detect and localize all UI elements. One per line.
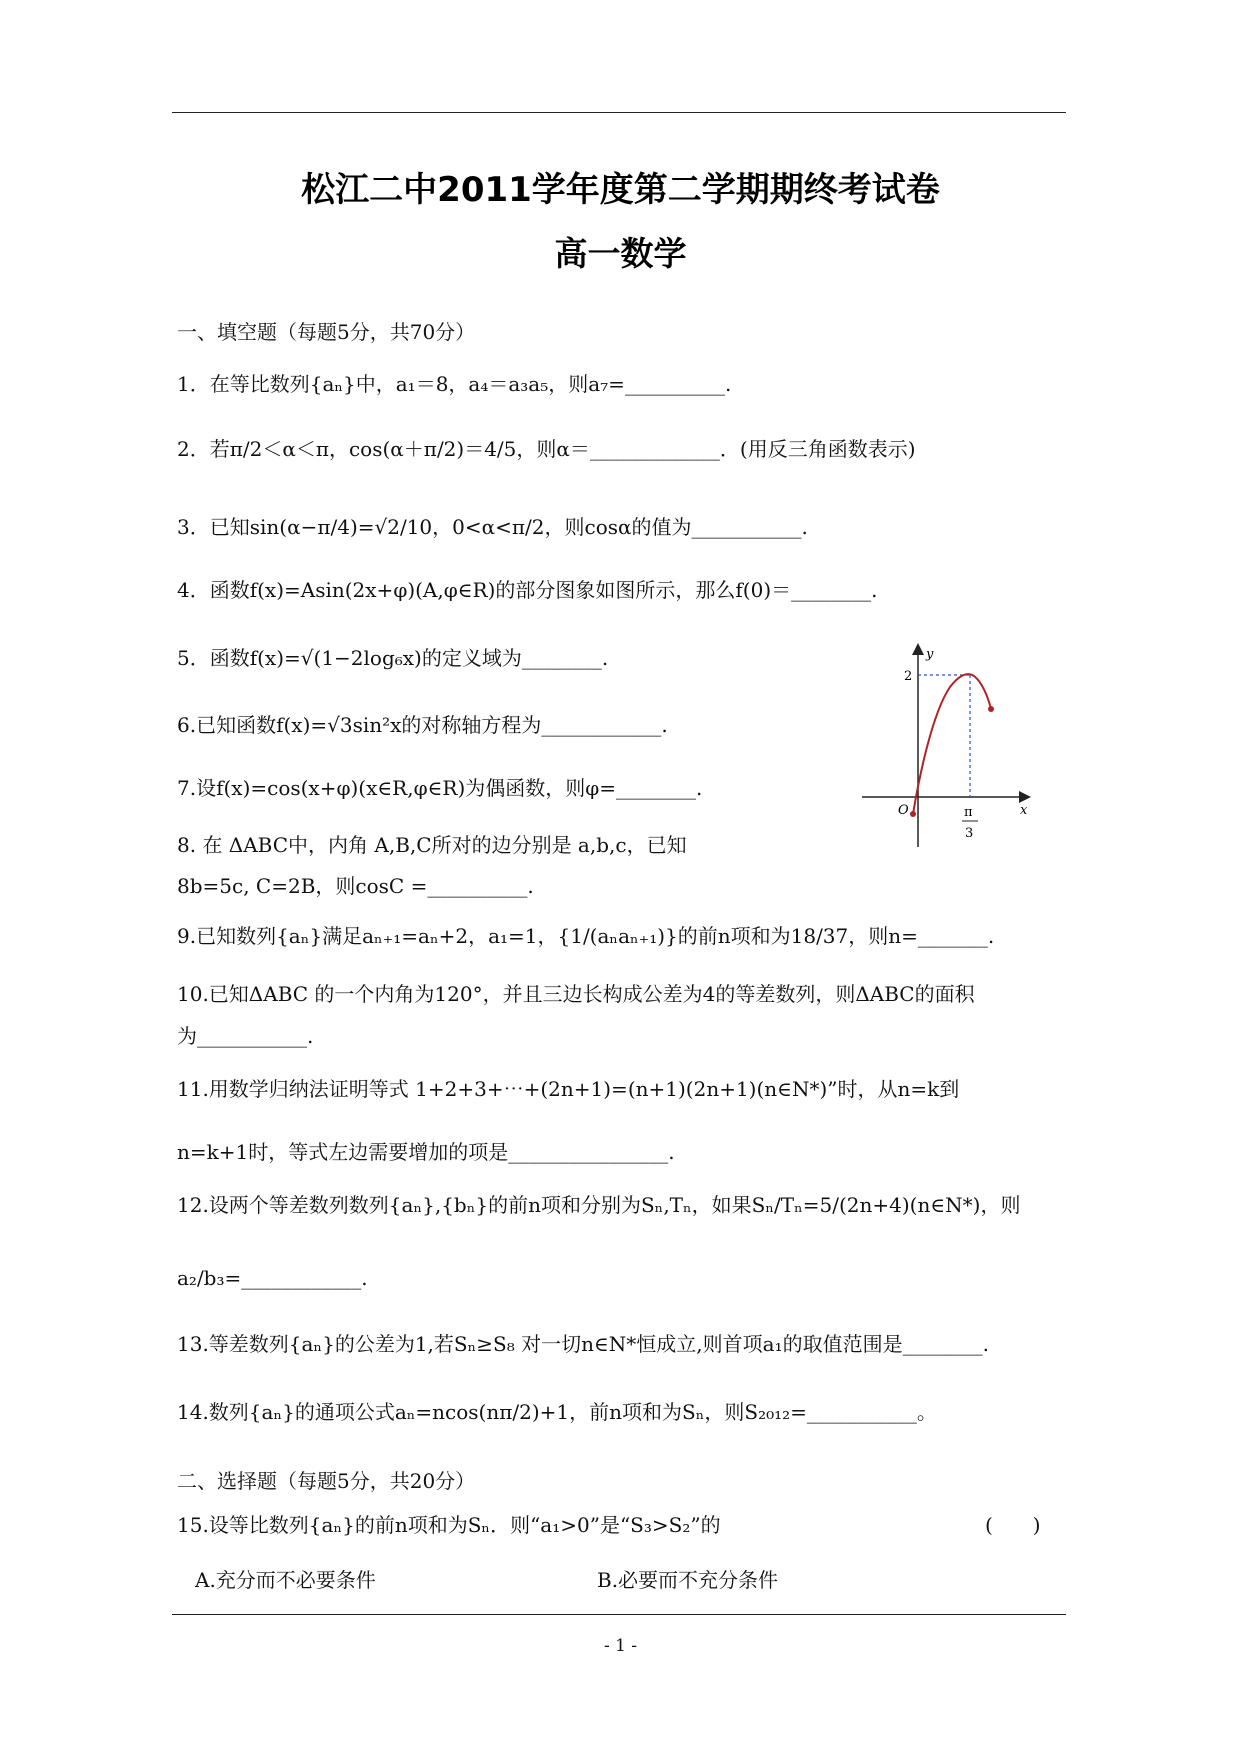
question-4: 4．函数f(x)=Asin(2x+φ)(A,φ∈R)的部分图象如图所示，那么f(0)＝________. [177,578,878,602]
y-tick-2: 2 [904,669,913,684]
question-6: 6.已知函数f(x)=√3sin²x的对称轴方程为____________. [177,713,668,737]
exam-subtitle: 高一数学 [554,234,687,273]
question-15-answer-paren: ( ) [985,1513,1041,1537]
section-fill-in-heading: 一、填空题（每题5分，共70分） [177,320,476,344]
curve-end-point [988,706,994,712]
exam-title: 松江二中2011学年度第二学期期终考试卷 [301,170,940,210]
sine-curve [913,674,991,814]
question-10-line-1: 10.已知ΔABC 的一个内角为120°，并且三边长构成公差为4的等差数列，则ΔABC的面积 [177,982,975,1006]
function-graph [858,642,1038,854]
y-axis-label: y [926,647,934,662]
question-5: 5．函数f(x)=√(1−2log₆x)的定义域为________. [177,646,609,670]
question-11-line-1: 11.用数学归纳法证明等式 1+2+3+⋯+(2n+1)=(n+1)(2n+1)(n∈N*)”时，从n=k到 [177,1077,960,1101]
origin-label: O [898,803,909,818]
question-12-line-2: a₂/b₃=____________. [177,1266,368,1290]
curve-start-point [910,811,916,817]
question-7: 7.设f(x)=cos(x+φ)(x∈R,φ∈R)为偶函数，则φ=________. [177,776,703,800]
question-8-line-1: 8. 在 ΔABC中，内角 A,B,C所对的边分别是 a,b,c，已知 [177,833,687,857]
question-10-line-2: 为___________. [177,1024,314,1048]
question-8-line-2: 8b=5c, C=2B，则cosC =__________. [177,874,534,898]
section-choice-heading: 二、选择题（每题5分，共20分） [177,1469,476,1493]
question-2: 2．若π/2＜α＜π，cos(α＋π/2)＝4/5，则α＝_____________．(用反三角函数表示) [177,437,916,461]
question-9: 9.已知数列{aₙ}满足aₙ₊₁=aₙ+2，a₁=1，{1/(aₙaₙ₊₁)}的前n项和为18/37，则n=_______. [177,924,995,948]
question-15: 15.设等比数列{aₙ}的前n项和为Sₙ．则“a₁>0”是“S₃>S₂”的 [177,1513,721,1537]
option-a: A.充分而不必要条件 [195,1568,376,1592]
question-11-line-2: n=k+1时，等式左边需要增加的项是________________. [177,1140,675,1164]
question-3: 3．已知sin(α−π/4)=√2/10，0<α<π/2，则cosα的值为___________. [177,515,808,539]
bottom-rule [172,1614,1066,1615]
question-13: 13.等差数列{aₙ}的公差为1,若Sₙ≥S₈ 对一切n∈N*恒成立,则首项a₁的取值范围是________. [177,1332,989,1356]
x-tick-pi: π [964,805,973,820]
question-12-line-1: 12.设两个等差数列数列{aₙ},{bₙ}的前n项和分别为Sₙ,Tₙ，如果Sₙ/Tₙ=5/(2n+4)(n∈N*)，则 [177,1193,1021,1217]
question-14: 14.数列{aₙ}的通项公式aₙ=ncos(nπ/2)+1，前n项和为Sₙ，则S₂₀₁₂=___________。 [177,1400,937,1424]
option-b: B.必要而不充分条件 [597,1568,779,1592]
page-number: - 1 - [603,1636,638,1656]
x-tick-3: 3 [965,826,974,841]
x-axis-label: x [1020,803,1028,818]
question-1: 1．在等比数列{aₙ}中，a₁＝8，a₄＝a₃a₅，则a₇=__________. [177,372,732,396]
top-rule [172,112,1066,113]
